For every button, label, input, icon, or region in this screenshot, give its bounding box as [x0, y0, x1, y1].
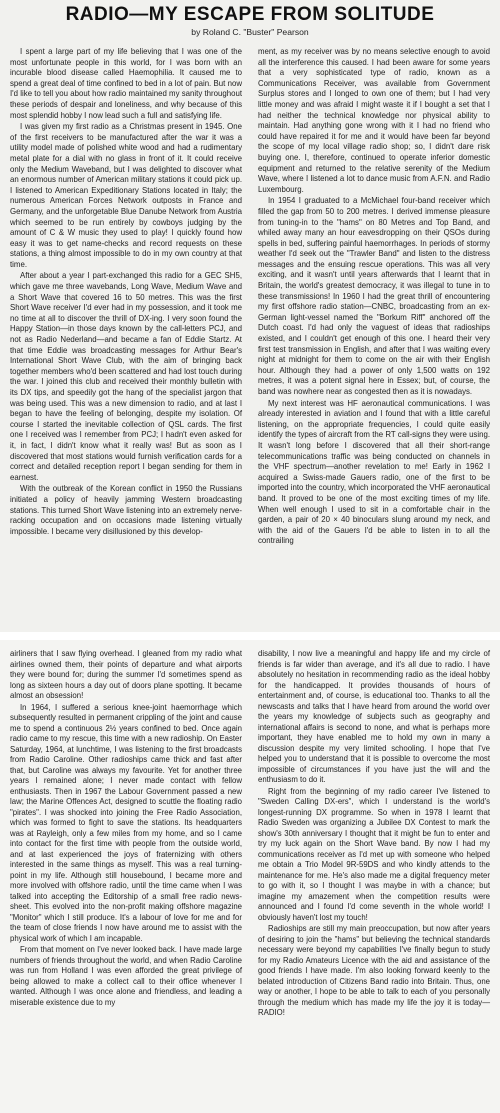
paragraph: Right from the beginning of my radio career I've listened to "Sweden Calling DX-ers", which I understand is the world's longest-running DX programme. So when in 1978 I learnt that Radio Sweden was organizing a Jubilee DX Contest to mark the show's 30th anniversary I thought that it might be fun to enter and try my luck again on the Short Wave band. By now I had my communications receiver as I'd met up with someone who helped me obtain a Trio Model 9R-59DS and who kindly attends to the maintenance for me. He's also made me a digital frequency meter to go with it, so I thought I was maybe in with a chance; but imagine my amazement when the competition results were announced and I found I'd come seventh in the whole world! I obviously haven't lost my touch!	[258, 786, 490, 922]
article-byline: by Roland C. "Buster" Pearson	[191, 27, 309, 37]
paragraph: I was given my first radio as a Christmas present in 1945. One of the first receivers to be manufactured after the war it was a utility model made of polished white wood and had a rudimentary metal plate for a dial with no glass in front of it. It could receive only the Medium Waveband, but I was delighted to discover what an enormous number of American military stations it could pick up. I listened to American Expeditionary Stations located in Italy; the numerous American Forces Network outposts in France and Germany, and the unforgetable Blue Danube Network from Austria which seemed to be run entirely by cowboys judging by the amount of C & W music they used to play! I quickly found how easy it was to get name-checks and record requests on these stations, a thing almost impossible to do in my own country at that time.	[10, 122, 242, 269]
paragraph: My next interest was HF aeronautical communications. I was already interested in aviation and I found that with a little careful listening, on the appropriate frequencies, I could quite easily identify the types of aircraft from the RT call-signs they were using. It wasn't long before I discovered that all their short-range telecommunications traffic was being conducted on channels in the VHF spectrum—another revelation to me! Early in 1962 I acquired a Swiss-made Gauers radio, one of the first to be imported into the country, which incorporated the VHF aeronautical band. It proved to be one of the most exciting times of my life. When well enough I used to sit in a comfortable chair in the garden, a pair of 20 × 40 binoculars slung around my neck, and with the aid of the Gauers I'd be able to listen in to all the contrailing	[258, 398, 490, 546]
paragraph: In 1964, I suffered a serious knee-joint haemorrhage which subsequently resulted in permanent crippling of the joint and cause me to spend a continuous 2½ years confined to bed. Once again radio came to my rescue, this time with a new radioship. On Easter Saturday, 1964, at lunchtime, I was listening to the first broadcasts from Radio Caroline. Other radioships came thick and fast after that, but Caroline was always my favourite. Yet for another three years I remained alone; I never made contact with fellow enthusiasts. Then in 1967 the Labour Government passed a new law; the Marine Offences Act, designed to scuttle the floating radio "pirates". I was shocked into joining the Free Radio Association, which was formed to fight to save the stations. Its headquarters was at Rayleigh, only a few miles from my home, and so I came into contact for the first time with people from the outside world, and at last experienced the joys of fraternizing with others interested in the same things as myself. This was a real turning-point in my life. Although still housebound, I became more and more involved with offshore radio, until the time came when I was talked into accepting the Editorship of a small free radio news-sheet. This evolved into the non-profit making offshore magazine "Monitor" which I still produce. It's a labour of love for me and for the team of close friends I now have around me to assist with the physical work of which I am incapable.	[10, 702, 242, 943]
paragraph: From that moment on I've never looked back. I have made large numbers of friends throughout the world, and when Radio Caroline was run from Holland I was even afforded the great privilege of being allowed to make a collect call to their office whenever I wanted. Although I was once alone and friendless, and leading a miserable existence due to my	[10, 945, 242, 1007]
paragraph: With the outbreak of the Korean conflict in 1950 the Russians initiated a policy of heavily jamming Western broadcasting stations. This turned Short Wave listening into an extremely nerve-racking occupation and on occasions made listening virtually impossible. I became very disillusioned by this develop-	[10, 484, 242, 536]
paragraph: I spent a large part of my life believing that I was one of the most unfortunate people in this world, for I was born with an incurable blood disease called Haemophilia. It caused me to spend a great deal of time confined to bed in a lot of pain. But now I'd like to tell you about how radio maintained my sanity throughout these periods of despair and loneliness, and why because of this most splendid hobby I now lead such a full and satisfying life.	[10, 47, 242, 120]
article-page-bottom	[0, 640, 500, 1113]
column-top-left	[10, 47, 242, 547]
column-top-right	[258, 47, 490, 547]
paragraph: After about a year I part-exchanged this radio for a GEC SH5, which gave me three wavebands, Long Wave, Medium Wave and a Short Wave that covered 16 to 50 metres. This was the first Short Wave receiver I'd ever had in my possession, and it took me no time at all to discover the thrill of DX-ing. I very soon found the Happy Station—in those days known by the call-letters PCJ, and not as Radio Nederland—and became a fan of Eddie Startz. At that time Eddie was broadcasting messages for Arthur Bear's International Short Wave Club, with the aim of bringing back together members who'd been scattered and had lost touch during the war. I joined this club and received their monthly bulletin with its DX tips, and speedily got the hang of the specialist jargon that was being used. This was a new dimension to radio, and at last I began to have the feeling of belonging, despite my isolation. Of course I started the inevitable collection of QSL cards. The first one I received was I remember from PCJ; I hadn't even asked for it, in fact, I didn't know what it really was! But as soon as I discovered that most stations would furnish verification cards for a correct and detailed reception report I began sending for them in earnest.	[10, 271, 242, 482]
paragraph: disability, I now live a meaningful and happy life and my circle of friends is far wider than average, and it's all due to radio. I have absolutely no hesitation in recommending radio as the ideal hobby for the handicapped. It provides thousands of hours of entertainment and, of course, is educational too. Thanks to all the newscasts and talks that I have heard from around the world over the years my knowledge of subjects such as geography and international affairs is second to none, and what is perhaps more important, they have enabled me to hold my own in many a discussion despite my very limited schooling. I hope that I've helped you to understand that it is possible to overcome the most impossible of circumstances if you have just the will and the enthusiasm to do it.	[258, 649, 490, 784]
column-bottom-left	[10, 649, 242, 1019]
column-bottom-right	[258, 649, 490, 1019]
article-columns-top	[10, 47, 490, 547]
paragraph: Radioships are still my main preoccupation, but now after years of desiring to join the "hams" but believing the technical standards necessary were beyond my capabilities I've finally begun to study for my Radio Amateurs Licence with the aid and assistance of the good friends I have made. I'm also looking forward keenly to the belated introduction of Citizens Band radio into Britain. Thus, one way or another, I hope to be able to talk to each of you personally through the medium which has made my life the joy it is today—RADIO!	[258, 924, 490, 1017]
article-title: RADIO—MY ESCAPE FROM SOLITUDE	[65, 4, 435, 25]
paragraph: In 1954 I graduated to a McMichael four-band receiver which filled the gap from 50 to 200 metres. I derived immense pleasure from tuning-in to the "hams" on 80 Metres and Top Band, and whiled away many an hour eavesdropping on their QSOs during spells in bed, suffering painful haemorrhages. In periods of stormy weather I'd seek out the "Trawler Band" and listen to the distress messages and the ensuing rescue operations. This was all very exciting, and it wasn't until years afterwards that I learnt that in Britain, the world's greatest democracy, it was illegal to tune in to these transmissions! In 1960 I had the great thrill of encountering my first offshore radio station—CNBC, broadcasting from an ex-German light-vessel named the "Borkum Riff" anchored off the Dutch coast. I'd had only the vaguest of ideas that radioships existed, and I couldn't get enough of this one. I heard their very first test transmission in English, and after that I was waiting every night at midnight for them to come on the air with their English hour. Although they had a power of only 1,500 watts on 192 metres, it was a potent signal here in Essex; but, of course, the band was nowhere near as congested then as it is nowadays.	[258, 196, 490, 396]
paragraph: airliners that I saw flying overhead. I gleaned from my radio what airlines owned them, their points of departure and what airports they were bound for; during the summer I'd sometimes spend as long as sixteen hours a day out of doors plane spotting. It became almost an obsession!	[10, 649, 242, 700]
article-columns-bottom	[10, 649, 490, 1019]
paragraph: ment, as my receiver was by no means selective enough to avoid all the interference this caused. I had been aware for some years that a very sophisticated type of radio, known as a Communications Receiver, was available from Government Surplus stores and I longed to own one of them; but I had very little money and was afraid I might waste it if I bought a set that I had neither the technical knowledge nor physical ability to maintain. Had anything gone wrong with it I had no friend who could have repaired it for me and it would have been far beyond the scope of my local village radio shop; so, I didn't dare risk buying one. I, therefore, continued to operate inferior domestic equipment and returned to the relative serenity of the Medium Wave, where I listened a lot to dance music from A.F.N. and Radio Luxembourg.	[258, 47, 490, 194]
